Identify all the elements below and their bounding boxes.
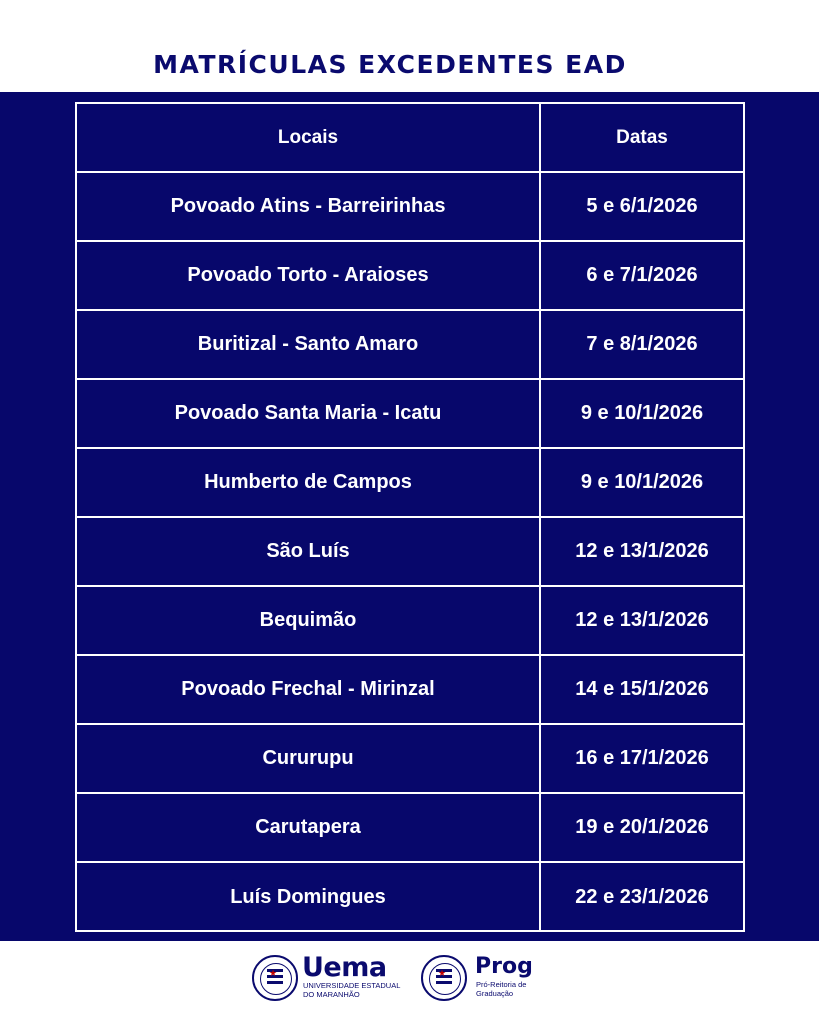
table-row (77, 242, 743, 311)
row-local: Carutapera (77, 794, 541, 861)
row-local: Buritizal - Santo Amaro (77, 311, 541, 378)
row-local: Luís Domingues (77, 863, 541, 932)
table-row (77, 656, 743, 725)
row-date: 9 e 10/1/2026 (580, 402, 704, 424)
table-row (77, 518, 743, 587)
row-date: 22 e 23/1/2026 (575, 886, 709, 908)
table-row (77, 311, 743, 380)
row-date: 5 e 6/1/2026 (586, 195, 698, 217)
table-row (77, 863, 743, 932)
uema-logo: Uema (302, 952, 387, 983)
schedule-table (75, 102, 745, 932)
row-date: 12 e 13/1/2026 (575, 609, 709, 631)
table-row (77, 725, 743, 794)
prog-logo-subtitle: Pró-Reitoria de Graduação (476, 980, 527, 998)
table-row (77, 449, 743, 518)
prog-logo: Prog (475, 954, 533, 979)
row-date: 14 e 15/1/2026 (575, 678, 709, 700)
row-local: São Luís (77, 518, 541, 585)
row-local: Povoado Atins - Barreirinhas (77, 173, 541, 240)
table-header-row (77, 104, 743, 173)
row-date: 19 e 20/1/2026 (575, 816, 709, 838)
prog-seal-icon: ★ (421, 955, 467, 1001)
header-locais: Locais (77, 104, 541, 171)
row-local: Povoado Frechal - Mirinzal (77, 656, 541, 723)
table-row (77, 173, 743, 242)
row-date: 16 e 17/1/2026 (575, 747, 709, 769)
row-local: Povoado Santa Maria - Icatu (77, 380, 541, 447)
row-date: 7 e 8/1/2026 (586, 333, 698, 355)
page-title: MATRÍCULAS EXCEDENTES EAD (153, 50, 627, 79)
row-local: Povoado Torto - Araioses (77, 242, 541, 309)
table-row (77, 380, 743, 449)
table-row (77, 587, 743, 656)
row-local: Cururupu (77, 725, 541, 792)
row-date: 9 e 10/1/2026 (580, 471, 704, 493)
uema-seal-icon: ★ (252, 955, 298, 1001)
header-datas: Datas (616, 126, 668, 148)
uema-logo-subtitle: UNIVERSIDADE ESTADUAL DO MARANHÃO (303, 981, 401, 999)
table-row (77, 794, 743, 863)
row-date: 6 e 7/1/2026 (586, 264, 698, 286)
row-date: 12 e 13/1/2026 (575, 540, 709, 562)
row-local: Humberto de Campos (77, 449, 541, 516)
row-local: Bequimão (77, 587, 541, 654)
